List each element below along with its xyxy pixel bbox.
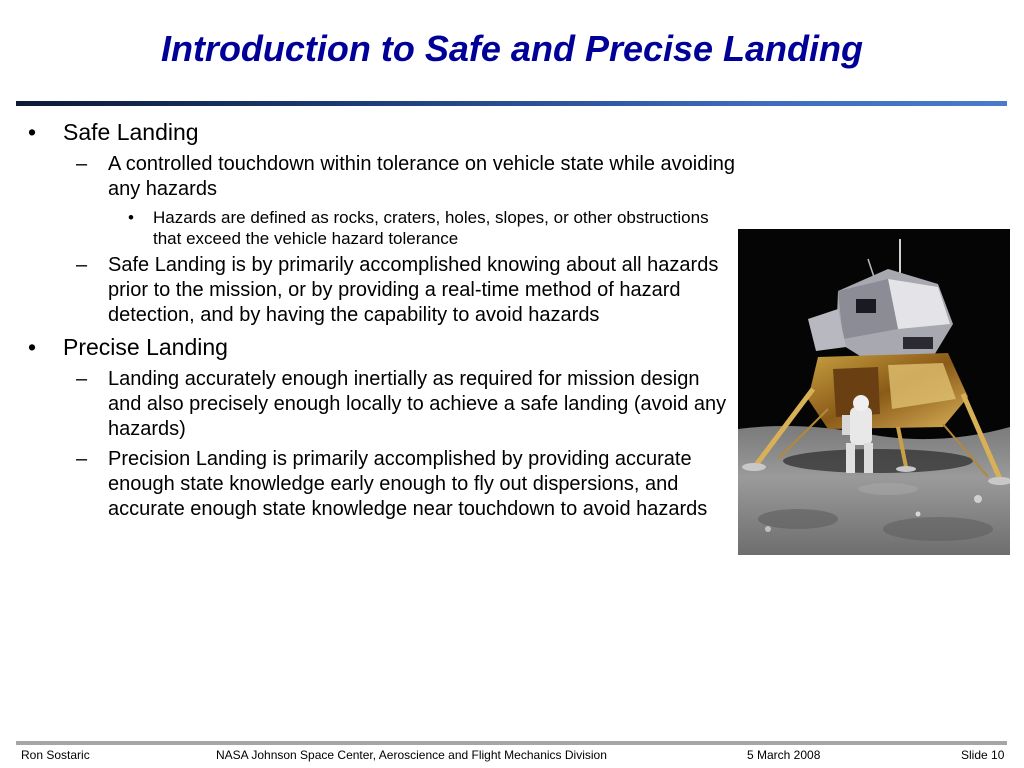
slide-title: Introduction to Safe and Precise Landing <box>160 28 864 69</box>
sub-bullet-landing-accuracy <box>0 367 738 442</box>
sub-sub-bullet-text: Hazards are defined as rocks, craters, holes, slopes, or other obstructions that exceed the vehicle hazard tolerance <box>153 208 709 248</box>
bullet-marker: • <box>28 119 37 145</box>
footer-date: 5 March 2008 <box>747 748 821 762</box>
sub-bullet-text: A controlled touchdown within tolerance on vehicle state while avoiding any hazards <box>108 153 736 200</box>
dash-marker: – <box>76 153 88 175</box>
sub-sub-bullet-hazards-defined <box>0 207 713 249</box>
dash-marker: – <box>76 254 88 276</box>
bullet-marker: • <box>128 208 134 227</box>
footer-organization: NASA Johnson Space Center, Aeroscience and Flight Mechanics Division <box>216 748 607 762</box>
sub-bullet-safe-landing-method <box>0 253 738 328</box>
bullet-precise-landing <box>0 333 740 361</box>
bullet-safe-landing <box>0 118 740 146</box>
sub-bullet-text: Safe Landing is by primarily accomplished knowing about all hazards prior to the mission, or by providing a real-time method of hazard detection, and by having the capability to avoid hazards <box>108 254 719 326</box>
sub-bullet-text: Precision Landing is primarily accomplished by providing accurate enough state knowledge early enough to fly out dispersions, and accurate enough state knowledge near touchdown to avoid hazards <box>108 448 708 520</box>
sub-bullet-precision-method <box>0 447 738 522</box>
bullet-text: Safe Landing <box>63 119 199 145</box>
dash-marker: – <box>76 368 88 390</box>
footer-divider <box>16 741 1007 745</box>
sub-bullet-text: Landing accurately enough inertially as required for mission design and also precisely enough locally to achieve a safe landing (avoid any hazards) <box>108 368 727 440</box>
footer-slide-number: Slide 10 <box>961 748 1005 762</box>
title-divider <box>16 101 1007 106</box>
sub-bullet-controlled-touchdown <box>0 152 738 202</box>
bullet-marker: • <box>28 334 37 360</box>
bullet-list <box>0 118 740 527</box>
footer-author: Ron Sostaric <box>21 748 90 762</box>
lunar-module-photo <box>738 229 1010 555</box>
lunar-module-illustration <box>738 229 1010 555</box>
bullet-text: Precise Landing <box>63 334 228 360</box>
dash-marker: – <box>76 448 88 470</box>
